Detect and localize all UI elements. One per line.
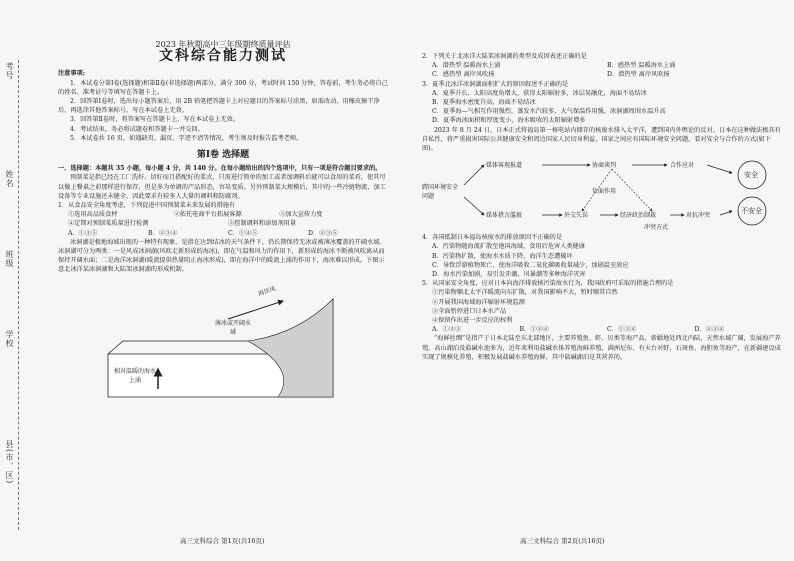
option-a: A．夏季升长，太阳高度角增大，获得太阳辐射多，冰层易融化，海面不易结冰 [432, 89, 647, 97]
option-d: D．夏季海冰面积和厚度变小，海水吸收的太阳辐射增多 [432, 117, 586, 125]
passage-seafood: “海鲜丝绸”是指产于日本北陆至东北部地区，主要养殖鱼、虾、贝类等海产品，新疆地处西北内陆，天然水域广阔，发展海产养殖，高山湖泊及盐碱水池多为，近年来利用盐碱水体养殖海鲜养殖，满洲尼布，有天台对虾，石斑鱼、海胆鱼等海产，在新疆建设成实现了规模化养殖，积极发展盐碱水养殖海鲜，其中盐碱湖泊是其营养的。 [422, 335, 781, 361]
q1-options [58, 229, 388, 238]
fig2-node: 合作应对 [670, 162, 695, 170]
option-c: C．①④⑤ [228, 229, 258, 237]
fig2-note: 冲突方式 [644, 224, 669, 232]
exam-title: 文科综合能力测试 [159, 48, 287, 65]
q1-item: ④定期对预制菜质量进行检测 [68, 220, 149, 228]
option-b: B．夏季海水密度升高，海面不易结冰 [432, 99, 536, 107]
question-3: 3．夏季北冰洋冰洞湖面积扩大的原因叙述不正确的是 [422, 80, 569, 88]
polynya-figure [98, 279, 338, 399]
q1-item: ⑤控制调料和添加剂用量 [228, 220, 297, 228]
name-label: 姓名 [5, 170, 14, 188]
q2-options [422, 61, 782, 79]
notice-item: 1．本试卷分第Ⅰ卷(选择题)和第Ⅱ卷(非选择题)两部分，满分 300 分，考试时间 150 分钟，答卷前，考生务必将自己的姓名、准考证号等填写在答题卡上。 [58, 79, 388, 96]
outcome-safe: 安全 [744, 171, 758, 180]
option-b: B．感热型 温暖海水上涌 [607, 62, 676, 70]
fig2-origin: 跨国环境安全问题 [422, 184, 459, 201]
fig2-node: 媒体措言滥披 [486, 212, 523, 220]
question-4: 4．各国抵制日本福岛核废水的排放原因不正确的是 [422, 234, 563, 242]
option-a: A．①②③ [432, 326, 462, 334]
fig2-note: 负面作用 [592, 188, 617, 196]
water-label: 相对温暖的海水上涌 [114, 367, 157, 384]
notice-item: 3．回答第Ⅱ卷时，将答案写在答题卡上，写在本试卷上无效。 [70, 116, 240, 124]
option-c: C．感热型 离岸风吹扬 [432, 71, 495, 79]
option-b: B．污染物扩散，使海水水质下降，海洋生态遭破坏 [432, 252, 573, 260]
q5-item: ①污染物顺北太平洋暖流向东扩散，对我国影响不大，暂时顺其自然 [432, 289, 618, 297]
section-heading: 第Ⅰ卷 选择题 [196, 150, 250, 161]
passage-prefab: 预制菜是指已经在工厂洗好、切好而且搭配好的菜式，只需进行简单的加工或者加调料后就可以食用的菜肴，使其可以像上餐桌之前那样进行保存，但是多为单调的产品形态，容易变质。另外预制菜大规模后，其中的一些冷链物流、加工设备等专业设施还未健全，因此要求有较多人大量的调料和防腐剂。 [58, 174, 386, 200]
option-c: C．夏季海—气相互作用强烈，蒸发水汽较多，大气保温作用强，冰洞湖周围水温升高 [432, 108, 666, 116]
notice-item: 5．本试卷共 16 页，如遇缺页、漏页、字迹不清等情况，考生须及时报告监考老师。 [70, 134, 303, 142]
section-intro: 一、选择题：本题共 35 小题，每小题 4 分，共 140 分。在每小题给出的四个选项中，只有一项是符合题目要求的。 [58, 165, 382, 173]
option-a: A．①③⑤ [68, 229, 98, 237]
q1-items [58, 210, 388, 228]
q5-item: ④保留作出进一步反应的权利 [432, 317, 513, 325]
q4-options [422, 242, 782, 279]
exam-no-label: 考号 [5, 62, 14, 80]
exam-header: 2023 年秋期高中三年级期终质量评估 [155, 40, 291, 49]
outcome-unsafe: 不安全 [741, 207, 762, 216]
option-b: B．①②④ [519, 326, 549, 334]
fig2-node: 外交失误 [564, 212, 589, 220]
question-1: 1．从食品安全角度考虑，下列促进中国预制菜未来发展的措施有 [58, 202, 236, 210]
question-5: 5．从国家安全角度，应对日本向海洋排放核污染废水行为，我国政府可采取的措施合理的是 [422, 280, 674, 288]
question-2: 2．下列关于北冰洋大陆架冰洞湖的类型及成因表述正确的是 [422, 53, 587, 60]
fig2-node: 对抗冲突 [686, 212, 711, 220]
q1-item: ②依托电商平台拓展客源 [173, 211, 242, 219]
fig2-node: 协商谈判 [592, 162, 617, 170]
option-d: D．②③④ [694, 326, 725, 334]
q5-items [422, 288, 782, 325]
q5-options [422, 325, 782, 334]
option-b: B．②③④ [148, 229, 178, 237]
q5-item: ②开展我国海域海洋辐射环境监测 [432, 298, 525, 306]
option-a: A．潜热型 温暖海水上涌 [432, 62, 501, 70]
cut-line [18, 60, 19, 530]
passage-fukushima: 2023 年 8 月 24 日，日本正式将福岛第一核电站内储存的核废水排入太平洋，遭到国内外舆论的反对。日本在这种做法极具有自私性，将严重损害国际公共健康安全和周边国家人民切身利益，国家之间应有国际环境安全问题，看对安全与合作的方式(如下图)。 [422, 126, 781, 153]
ice-label: 薄冰或开阔水域 [214, 319, 251, 336]
security-flow-figure [422, 157, 772, 232]
notice-title: 注意事项: [58, 70, 86, 78]
page2-footer: 高三文科综合 第2页(共16页) [520, 537, 605, 545]
q1-item: ①选用高品质食材 [68, 211, 118, 219]
fig2-node: 媒体客观报道 [486, 162, 523, 170]
option-a: A．污染物随海流扩散至他国海域，食用后危害人类健康 [432, 243, 585, 251]
wind-label: 海岸风 [257, 285, 277, 298]
option-d: D．海水污染加剧，易引发赤潮、风暴潮等多种海洋灾害 [432, 271, 586, 279]
notice-item: 4．考试结束，务必将试题卷和答题卡一并交回。 [70, 125, 204, 133]
option-d: D．潜热型 离岸风吹扬 [607, 71, 670, 79]
option-d: D．②③⑤ [308, 229, 338, 237]
page-right [400, 0, 794, 561]
school-label: 学校 [5, 330, 14, 348]
county-label: 县(市、区) [5, 440, 14, 485]
q3-options [422, 89, 782, 126]
option-c: C．导致浮游植物死亡，使海洋吸收二氧化碳吸收量减少，加剧温室效应 [432, 261, 629, 269]
q1-item: ③加大宣传力度 [279, 211, 323, 219]
class-label: 班级 [5, 250, 14, 268]
notice-item: 2．回答第Ⅰ卷时，选出每小题答案后，用 2B 铅笔把答题卡上对应题目的答案标号涂黑，如需改动，用橡皮擦干净后，再选涂其他答案标号，写在本试卷上无效。 [58, 98, 380, 115]
fig2-node: 经济政治制裁 [620, 212, 657, 220]
page1-content [58, 40, 388, 403]
page2-content [422, 52, 782, 362]
q5-item: ③全面暂停进口日本水产品 [432, 307, 507, 315]
option-c: C．①③④ [607, 326, 637, 334]
passage-polynya: 冰洞湖是极地海域出现的一种特有现象，是指在达到结冰的天气条件下，仍长期保持无冰或被薄冰覆盖的开阔水域。冰洞湖可分为两类：一是风成冰洞湖(风吹走新形成的海冰)，即在气温和风力的作用下，新形成的海冰不断被风吹离从而保持开阔水面；二是海洋冰洞湖(暖流提供热量阻止海冰形成)，即在海洋中的暖流上涌的作用下，海冰难以形成。下图示意北冰洋某冰洞湖和大陆架冰洞湖的形成机制。 [58, 238, 386, 274]
page1-footer: 高三文科综合 第1页(共16页) [180, 537, 265, 545]
binding-margin [4, 60, 34, 530]
